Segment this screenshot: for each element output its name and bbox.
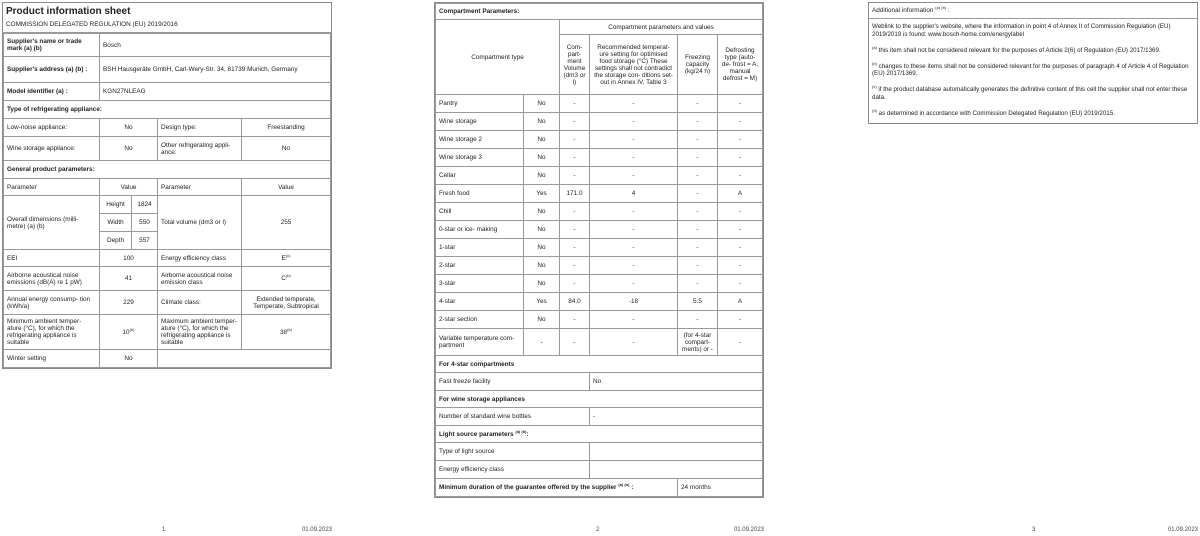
compartment-name: Wine storage [436, 113, 524, 131]
type-heading: Type of refrigerating appliance: [4, 101, 331, 119]
compartment-defrost: - [718, 113, 763, 131]
page-3 [868, 0, 1200, 536]
col-value: Value [100, 179, 158, 196]
compartment-row [436, 131, 763, 149]
energy-consumption-value: 229 [100, 291, 158, 315]
col-value-2: Value [242, 179, 331, 196]
compartment-name: Chill [436, 203, 524, 221]
compartment-volume: - [560, 257, 590, 275]
additional-info-label: Additional information $^{(a) (b)}$ : [869, 3, 1197, 19]
compartment-temp: - [590, 167, 678, 185]
guarantee-value: 24 months [678, 479, 763, 497]
winter-setting-label: Winter setting [4, 350, 100, 368]
compartment-row [436, 149, 763, 167]
compartment-freeze: - [678, 95, 718, 113]
compartment-present: No [524, 221, 560, 239]
col-temperature: Recommended temperat- ure setting for optimised food storage (°C) These settings shall not contradict the storage con- ditions set-out in Annex IV, Table 3 [590, 35, 678, 95]
compartment-defrost: A [718, 293, 763, 311]
model-identifier: KGN27NLEAG [100, 83, 331, 101]
sheet-title: Product information sheet [6, 6, 131, 17]
supplier-name: Bosch [100, 34, 331, 57]
depth-label: Depth [100, 232, 132, 250]
eei-label: EEI [4, 250, 100, 267]
compartment-temp: - [590, 95, 678, 113]
compartment-volume: 84.0 [560, 293, 590, 311]
page-number: 1 [162, 527, 166, 533]
compartment-volume: - [560, 311, 590, 329]
compartment-freeze: - [678, 311, 718, 329]
compartment-temp: - [590, 311, 678, 329]
dimensions-label: Overall dimensions (milli- metre) (a) (b) [4, 196, 100, 250]
wine-heading: For wine storage appliances [436, 391, 763, 408]
compartment-present: No [524, 311, 560, 329]
empty-cell [158, 350, 331, 368]
compartment-row [436, 185, 763, 203]
wine-bottles-label: Number of standard wine bottles [436, 408, 590, 426]
compartment-row [436, 113, 763, 131]
compartment-defrost: - [718, 167, 763, 185]
col-defrost: Defrosting type (auto-de- frost = A, manual defrost = M) [718, 35, 763, 95]
compartment-freeze: - [678, 149, 718, 167]
noise-label: Airborne acoustical noise emissions (dB(A) re 1 pW) [4, 267, 100, 291]
compartment-name: 0-star or ice- making [436, 221, 524, 239]
low-noise-value: No [100, 119, 158, 137]
variable-present: - [524, 329, 560, 356]
page-number: 2 [596, 527, 600, 533]
compartment-volume: - [560, 167, 590, 185]
compartment-defrost: - [718, 221, 763, 239]
compartment-volume: 171.0 [560, 185, 590, 203]
light-type-label: Type of light source [436, 443, 590, 461]
compartment-temp: - [590, 131, 678, 149]
compartment-freeze: - [678, 203, 718, 221]
regulation-reference: COMMISSION DELEGATED REGULATION (EU) 2019/2016 [3, 18, 331, 33]
compartment-freeze: - [678, 167, 718, 185]
noise-value: 41 [100, 267, 158, 291]
col-volume: Com- part- ment Volume (dm3 or l) [560, 35, 590, 95]
energy-consumption-label: Annual energy consump- tion (kWh/a) [4, 291, 100, 315]
footnote-c: $^{(c)}$ if the product database automatically generates the definitive content of this cell the supplier shall not enter these data. [872, 84, 1188, 101]
compartment-volume: - [560, 149, 590, 167]
compartment-name: 3-star [436, 275, 524, 293]
variable-compartment-label: Variable temperature com- partment [436, 329, 524, 356]
general-heading: General product parameters: [4, 161, 331, 179]
col-freezing: Freezing capacity (kg/24 h) [678, 35, 718, 95]
supplier-name-label: Supplier's name or trade mark (a) (b) [4, 34, 100, 57]
climate-class-value: Extended temperate, Temperate, Subtropical [242, 291, 331, 315]
compartment-row [436, 239, 763, 257]
footer-date: 01.09.2023 [733, 527, 764, 533]
total-volume-value: 255 [242, 196, 331, 250]
wine-bottles-value: - [590, 408, 763, 426]
footnote-b: $^{(b)}$ changes to these items shall not be considered relevant for the purposes of paragraph 4 of Article 4 of Regulation (EU) 2017/1369. [872, 60, 1189, 78]
fast-freeze-label: Fast freeze facility [436, 373, 590, 391]
compartment-row [436, 275, 763, 293]
efficiency-class-value: $E^{(c)}$ [242, 250, 331, 267]
compartment-defrost: - [718, 311, 763, 329]
compartment-temp: - [590, 221, 678, 239]
compartment-present: No [524, 131, 560, 149]
climate-class-label: Climate class: [158, 291, 242, 315]
compartment-temp: - [590, 149, 678, 167]
page-number: 3 [1032, 527, 1036, 533]
compartment-temp: -18 [590, 293, 678, 311]
light-type-value [590, 443, 763, 461]
max-temp-label: Maximum ambient temper- ature (°C), for which the refrigerating appliance is suitable [158, 315, 242, 350]
supplier-address-label: Supplier's address (a) (b) : [4, 57, 100, 83]
compartment-row [436, 95, 763, 113]
footnote-d: $^{(d)}$ as determined in accordance with Commission Delegated Regulation (EU) 2019/2015. [872, 107, 1115, 117]
wine-storage-label: Wine storage appliance: [4, 137, 100, 161]
min-temp-value: 10$^{(b)}$ [100, 315, 158, 350]
footer-date: 01.09.2023 [301, 527, 332, 533]
compartment-volume: - [560, 113, 590, 131]
compartment-volume: - [560, 131, 590, 149]
wine-storage-value: No [100, 137, 158, 161]
compartment-row [436, 203, 763, 221]
compartment-row [436, 257, 763, 275]
compartment-row [436, 311, 763, 329]
compartment-volume: - [560, 203, 590, 221]
compartment-row [436, 167, 763, 185]
supplier-address: BSH Hausgeräte GmbH, Carl-Wery-Str. 34, 81739 Munich, Germany [100, 57, 331, 83]
compartment-temp: - [590, 203, 678, 221]
design-type-label: Design type: [158, 119, 242, 137]
compartment-defrost: - [718, 95, 763, 113]
height-value: 1824 [132, 196, 158, 214]
compartment-name: Wine storage 2 [436, 131, 524, 149]
width-label: Width [100, 214, 132, 232]
variable-freeze: (for 4-star compart- ments) or - [678, 329, 718, 356]
compartment-present: No [524, 239, 560, 257]
compartment-name: 2-star section [436, 311, 524, 329]
col-parameters-group: Compartment parameters and values [560, 20, 763, 35]
min-temp-label: Minimum ambient temper- ature (°C), for which the refrigerating appliance is suitable [4, 315, 100, 350]
compartment-freeze: - [678, 257, 718, 275]
compartment-present: No [524, 167, 560, 185]
compartment-volume: - [560, 221, 590, 239]
compartment-freeze: - [678, 113, 718, 131]
compartment-present: Yes [524, 293, 560, 311]
compartment-temp: 4 [590, 185, 678, 203]
product-info-sheet [2, 2, 332, 369]
compartment-defrost: - [718, 257, 763, 275]
variable-temp: - [590, 329, 678, 356]
compartment-name: Wine storage 3 [436, 149, 524, 167]
compartment-name: Pantry [436, 95, 524, 113]
page-2 [434, 0, 766, 536]
compartment-present: No [524, 257, 560, 275]
compartment-defrost: - [718, 239, 763, 257]
compartment-temp: - [590, 275, 678, 293]
footnote-a: $^{(a)}$ this item shall not be considered relevant for the purposes of Article 2(6) of Regulation (EU) 2017/1369. [872, 44, 1161, 54]
compartment-name: Cellar [436, 167, 524, 185]
compartment-volume: - [560, 239, 590, 257]
compartment-present: No [524, 113, 560, 131]
compartment-freeze: - [678, 131, 718, 149]
compartment-temp: - [590, 239, 678, 257]
compartment-present: No [524, 275, 560, 293]
compartment-defrost: - [718, 275, 763, 293]
noise-class-value: $C^{(b)}$ [242, 267, 331, 291]
variable-volume: - [560, 329, 590, 356]
compartment-volume: - [560, 95, 590, 113]
col-parameter-2: Parameter [158, 179, 242, 196]
compartment-present: Yes [524, 185, 560, 203]
other-appliance-label: Other refrigerating appli- ance: [158, 137, 242, 161]
four-star-heading: For 4-star compartments [436, 356, 763, 373]
max-temp-value: 38$^{(b)}$ [242, 315, 331, 350]
eei-value: 100 [100, 250, 158, 267]
page-1 [2, 0, 334, 536]
winter-setting-value: No [100, 350, 158, 368]
light-eec-label: Energy efficiency class [436, 461, 590, 479]
compartment-table [435, 3, 763, 497]
compartment-name: 4-star [436, 293, 524, 311]
compartment-freeze: - [678, 185, 718, 203]
compartment-freeze: - [678, 275, 718, 293]
compartment-name: 1-star [436, 239, 524, 257]
compartment-defrost: - [718, 131, 763, 149]
col-parameter: Parameter [4, 179, 100, 196]
other-appliance-value: No [242, 137, 331, 161]
compartment-temp: - [590, 257, 678, 275]
low-noise-label: Low-noise appliance: [4, 119, 100, 137]
compartment-temp: - [590, 113, 678, 131]
compartment-freeze: - [678, 239, 718, 257]
compartment-row [436, 221, 763, 239]
light-eec-value [590, 461, 763, 479]
additional-info-box [868, 2, 1198, 124]
compartment-name: 2-star [436, 257, 524, 275]
light-heading: Light source parameters $^{(a) (b)}$: [436, 426, 763, 443]
efficiency-class-label: Energy efficiency class [158, 250, 242, 267]
guarantee-label: Minimum duration of the guarantee offered by the supplier $^{(a) (b)}$ : [436, 479, 678, 497]
fast-freeze-value: No [590, 373, 763, 391]
product-table [3, 33, 331, 368]
compartment-row [436, 293, 763, 311]
noise-class-label: Airborne acoustical noise emission class [158, 267, 242, 291]
design-type-value: Freestanding [242, 119, 331, 137]
compartment-defrost: A [718, 185, 763, 203]
compartment-freeze: - [678, 221, 718, 239]
compartment-volume: - [560, 275, 590, 293]
compartment-defrost: - [718, 149, 763, 167]
compartment-name: Fresh food [436, 185, 524, 203]
model-identifier-label: Model identifier (a) : [4, 83, 100, 101]
compartment-present: No [524, 149, 560, 167]
compartment-heading: Compartment Parameters: [436, 4, 763, 20]
compartment-defrost: - [718, 203, 763, 221]
compartment-present: No [524, 95, 560, 113]
compartment-freeze: 5.5 [678, 293, 718, 311]
variable-defrost: - [718, 329, 763, 356]
footer-date: 01.09.2023 [1167, 527, 1198, 533]
depth-value: 557 [132, 232, 158, 250]
col-compartment-type: Compartment type [436, 20, 560, 95]
total-volume-label: Total volume (dm3 or l) [158, 196, 242, 250]
compartment-sheet [434, 2, 764, 498]
height-label: Height [100, 196, 132, 214]
supplier-weblink: Weblink to the supplier's website, where the information in point 4 of Annex II of Commission Regulation (EU) 2019/2019 is found: www.bosch-home.com/energylabel [872, 23, 1171, 38]
compartment-present: No [524, 203, 560, 221]
width-value: 550 [132, 214, 158, 232]
